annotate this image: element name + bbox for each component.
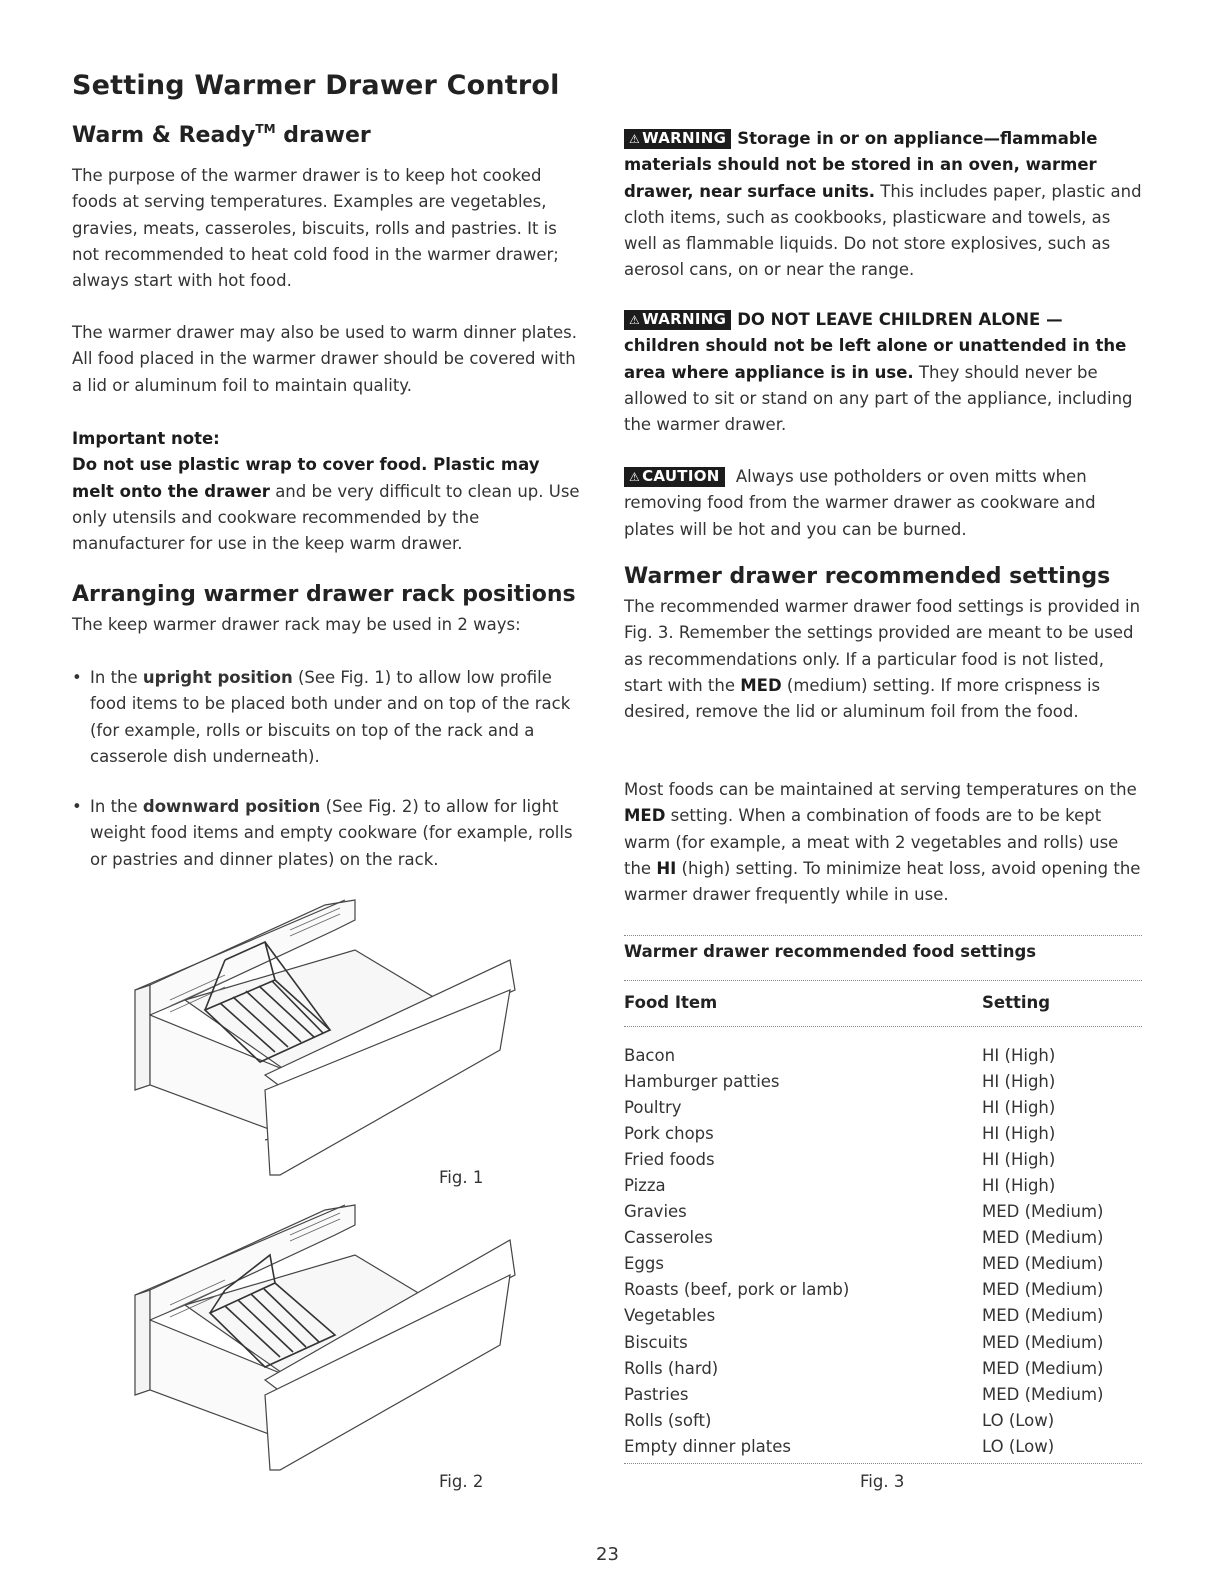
table-row-food: Gravies <box>624 1202 687 1222</box>
table-row-setting: MED (Medium) <box>982 1332 1104 1352</box>
table-header-setting: Setting <box>982 993 1051 1012</box>
warning-triangle-icon: ⚠ <box>629 313 641 327</box>
important-note <box>72 426 584 557</box>
table-header-rule <box>624 1026 1142 1027</box>
warm-ready-heading: Warm & Ready™ drawer <box>72 122 371 148</box>
table-row-food: Eggs <box>624 1254 664 1274</box>
fig-3-label: Fig. 3 <box>860 1472 905 1491</box>
table-row-food: Rolls (hard) <box>624 1358 719 1378</box>
table-bottom-rule <box>624 1463 1142 1464</box>
table-rule <box>624 980 1142 981</box>
fig-1-label: Fig. 1 <box>439 1168 484 1187</box>
table-row-setting: LO (Low) <box>982 1410 1055 1430</box>
table-row-setting: HI (High) <box>982 1046 1056 1065</box>
warning-badge-1: ⚠ WARNING <box>624 129 731 149</box>
table-row-food: Pork chops <box>624 1124 714 1144</box>
table-row-setting: MED (Medium) <box>982 1228 1104 1248</box>
rack-heading: Arranging warmer drawer rack positions <box>72 582 576 607</box>
table-row-setting: HI (High) <box>982 1072 1056 1092</box>
table-row-setting: HI (High) <box>982 1150 1056 1170</box>
table-row-food: Empty dinner plates <box>624 1436 791 1456</box>
page-number: 23 <box>596 1544 619 1565</box>
table-header-food: Food Item <box>624 993 718 1012</box>
table-row-setting: MED (Medium) <box>982 1384 1104 1404</box>
table-row-food: Rolls (soft) <box>624 1410 712 1430</box>
table-row-setting: MED (Medium) <box>982 1358 1104 1378</box>
table-row-setting: HI (High) <box>982 1124 1056 1144</box>
setting-column <box>982 1043 1103 1460</box>
table-row-food: Poultry <box>624 1098 682 1118</box>
table-row-food: Vegetables <box>624 1306 716 1326</box>
warm-ready-paragraph-2: The warmer drawer may also be used to warm dinner plates. All food placed in the warmer drawer should be covered with a lid or aluminum foil to maintain quality. <box>72 323 577 395</box>
warm-ready-paragraph-1: The purpose of the warmer drawer is to keep hot cooked foods at serving temperatures. Examples are vegetables, gravies, meats, casseroles, biscuits, rolls and pastries. It is not recommended to heat cold food in the warmer drawer; always start with hot food. <box>72 166 559 291</box>
important-note-text: and be very difficult to clean up. Use only utensils and cookware recommended by the manufacturer for use in the keep warm drawer. <box>72 481 580 554</box>
table-row-food: Casseroles <box>624 1228 713 1248</box>
table-row-food: Fried foods <box>624 1150 715 1170</box>
warning-triangle-icon: ⚠ <box>629 470 641 484</box>
table-row-food: Biscuits <box>624 1332 688 1352</box>
table-row-food: Pizza <box>624 1176 666 1196</box>
table-row-food: Hamburger patties <box>624 1072 780 1092</box>
table-row-setting: MED (Medium) <box>982 1202 1104 1222</box>
table-top-rule <box>624 935 1142 936</box>
table-row-food: Pastries <box>624 1384 689 1404</box>
drawer-upright-rack-illustration <box>125 890 525 1180</box>
table-row-setting: MED (Medium) <box>982 1306 1104 1326</box>
drawer-downward-rack-illustration <box>125 1195 525 1485</box>
food-item-column <box>624 1043 849 1460</box>
fig-2-label: Fig. 2 <box>439 1472 484 1491</box>
table-row-setting: HI (High) <box>982 1176 1056 1196</box>
rack-bullet-downward: • In the downward position (See Fig. 2) to allow for light weight food items and empty cookware (for example, rolls or pastries and dinner plates) on the rack. <box>72 794 586 873</box>
recommended-paragraph-2: Most foods can be maintained at serving temperatures on the MED setting. When a combination of foods are to be kept warm (for example, a meat with 2 vegetables and rolls) use the HI (high) setting. To minimize heat loss, avoid opening the warmer drawer frequently while in use. <box>624 780 1141 905</box>
page-title: Setting Warmer Drawer Control <box>72 70 560 101</box>
warning-children: ⚠ WARNING DO NOT LEAVE CHILDREN ALONE — children should not be left alone or unattended in the area where appliance is in use. They should never be allowed to sit or stand on any part of the appliance, including the warmer drawer. <box>624 310 1133 435</box>
table-row-setting: MED (Medium) <box>982 1254 1104 1274</box>
table-row-food: Roasts (beef, pork or lamb) <box>624 1280 850 1300</box>
warning-flammable: ⚠ WARNING Storage in or on appliance—flammable materials should not be stored in an oven, warmer drawer, near surface units. This includes paper, plastic and cloth items, such as cookbooks, plasticware and towels, as well as flammable liquids. Do not store explosives, such as aerosol cans, on or near the range. <box>624 129 1142 280</box>
warning-triangle-icon: ⚠ <box>629 132 641 146</box>
caution-badge: ⚠ CAUTION <box>624 467 725 487</box>
table-row-setting: LO (Low) <box>982 1436 1055 1456</box>
important-note-bold: Do not use plastic wrap to cover food. Plastic may melt onto the drawer <box>72 455 540 501</box>
recommended-heading: Warmer drawer recommended settings <box>624 564 1111 589</box>
rack-intro: The keep warmer drawer rack may be used in 2 ways: <box>72 615 521 634</box>
recommended-paragraph-1: The recommended warmer drawer food settings is provided in Fig. 3. Remember the settings provided are meant to be used as recommendations only. If a particular food is not listed, start with the MED (medium) setting. If more crispness is desired, remove the lid or aluminum foil from the food. <box>624 597 1141 722</box>
table-row-food: Bacon <box>624 1046 676 1065</box>
table-title: Warmer drawer recommended food settings <box>624 942 1037 961</box>
rack-bullet-list <box>72 665 586 897</box>
caution-potholders: ⚠ CAUTION Always use potholders or oven mitts when removing food from the warmer drawer as cookware and plates will be hot and you can be burned. <box>624 467 1096 539</box>
table-row-setting: HI (High) <box>982 1098 1056 1118</box>
warning-badge-2: ⚠ WARNING <box>624 310 731 330</box>
rack-bullet-upright: • In the upright position (See Fig. 1) to allow low profile food items to be placed both under and on top of the rack (for example, rolls or biscuits on top of the rack and a casserole dish underneath). <box>72 665 586 770</box>
important-note-heading: Important note: <box>72 429 220 448</box>
table-row-setting: MED (Medium) <box>982 1280 1104 1300</box>
